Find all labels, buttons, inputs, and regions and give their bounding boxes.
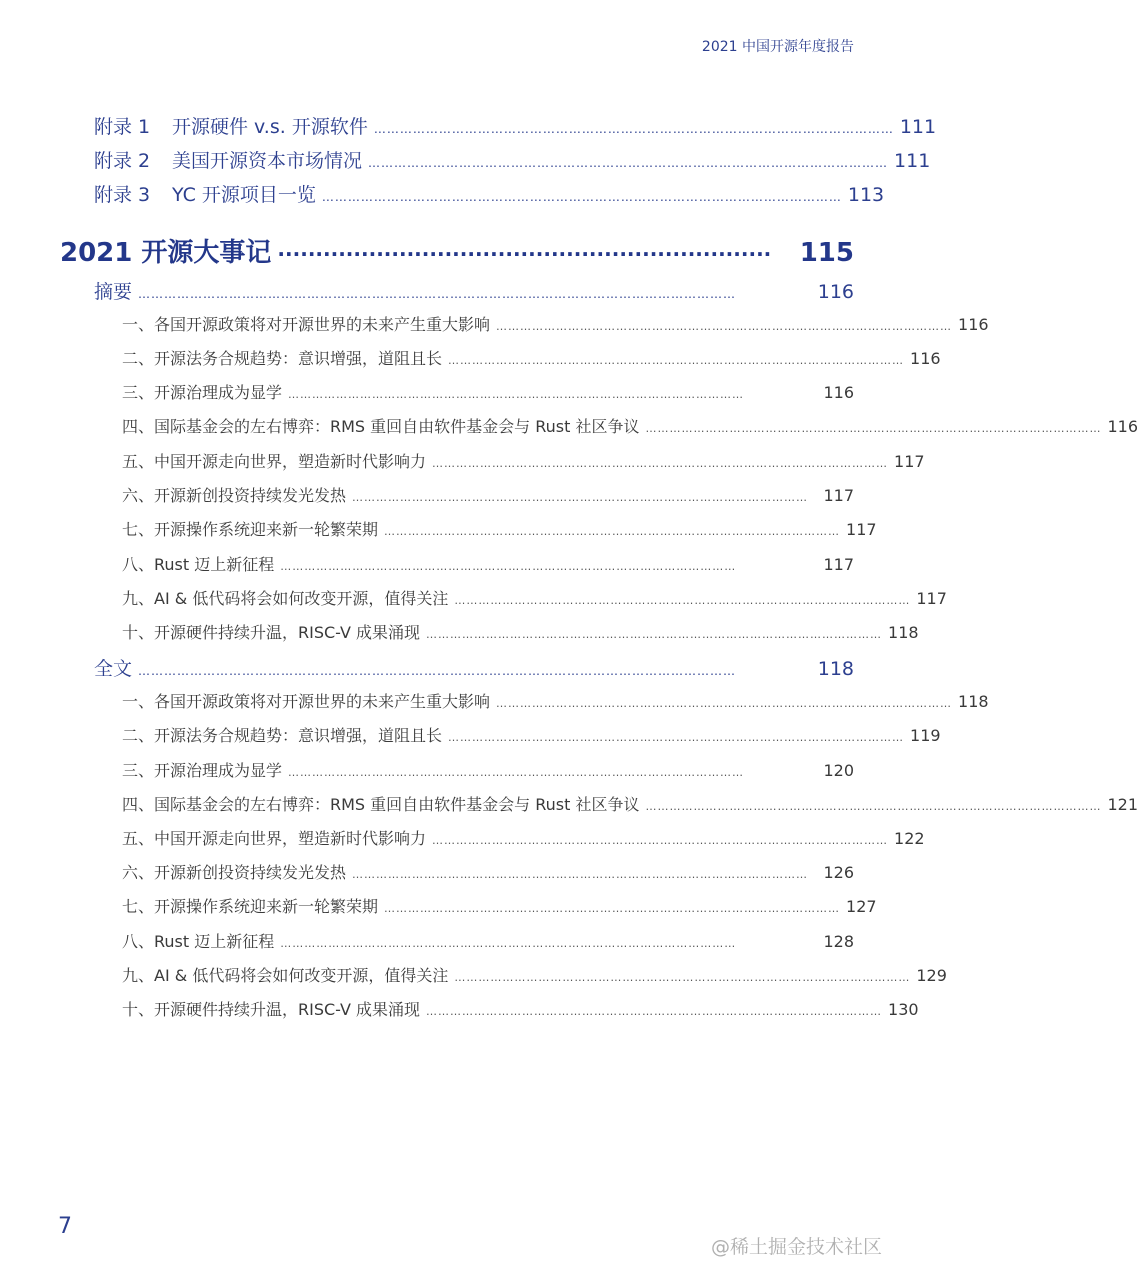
toc-item[interactable]: 三、开源治理成为显学 …………………………………………………………………………………………………… 120: [122, 761, 854, 780]
page-number: 7: [58, 1214, 72, 1239]
toc-item[interactable]: 二、开源法务合规趋势：意识增强，道阻且长 …………………………………………………………………………………………………… 116: [122, 349, 941, 368]
toc-item[interactable]: 二、开源法务合规趋势：意识增强，道阻且长 …………………………………………………………………………………………………… 119: [122, 726, 941, 745]
section-title: 摘要: [94, 281, 133, 303]
toc-item[interactable]: 六、开源新创投资持续发光发热 …………………………………………………………………………………………………… 126: [122, 863, 854, 882]
dot-leader: ·································································: [277, 242, 772, 266]
dot-leader: ……………………………………………………………………………………………………: [426, 628, 883, 641]
dot-leader: …………………………………………………………………………………………………………………………: [138, 664, 737, 678]
dot-leader: ……………………………………………………………………………………………………: [454, 971, 911, 984]
toc-item[interactable]: 八、Rust 迈上新征程 …………………………………………………………………………………………………… 128: [122, 932, 854, 951]
dot-leader: ……………………………………………………………………………………………………: [496, 697, 953, 710]
section-title: 全文: [94, 658, 133, 680]
dot-leader: ……………………………………………………………………………………………………: [288, 766, 745, 779]
dot-leader: …………………………………………………………………………………………………………: [373, 122, 894, 136]
appendix-number: 附录 3: [94, 184, 151, 206]
dot-leader: ……………………………………………………………………………………………………: [288, 388, 745, 401]
toc-item[interactable]: 一、各国开源政策将对开源世界的未来产生重大影响 …………………………………………………………………………………………………… 116: [122, 315, 989, 334]
toc-item[interactable]: 三、开源治理成为显学 …………………………………………………………………………………………………… 116: [122, 383, 854, 402]
toc-item[interactable]: 五、中国开源走向世界，塑造新时代影响力 …………………………………………………………………………………………………… 117: [122, 452, 925, 471]
dot-leader: ……………………………………………………………………………………………………: [496, 320, 953, 333]
toc-item[interactable]: 五、中国开源走向世界，塑造新时代影响力 …………………………………………………………………………………………………… 122: [122, 829, 925, 848]
dot-leader: ……………………………………………………………………………………………………: [280, 937, 737, 950]
dot-leader: …………………………………………………………………………………………………………: [368, 156, 889, 170]
appendix-title: YC 开源项目一览: [172, 184, 316, 206]
appendix-number: 附录 2: [94, 150, 151, 172]
dot-leader: ……………………………………………………………………………………………………: [448, 731, 905, 744]
dot-leader: ……………………………………………………………………………………………………: [280, 560, 737, 573]
toc-section-fulltext[interactable]: [94, 654, 854, 681]
toc-item[interactable]: 四、国际基金会的左右博弈：RMS 重回自由软件基金会与 Rust 社区争议 …………………………………………………………………………………………………… 116: [122, 417, 1138, 436]
page-ref: 111: [899, 116, 937, 138]
dot-leader: …………………………………………………………………………………………………………: [321, 190, 842, 204]
toc-item[interactable]: 十、开源硬件持续升温，RISC-V 成果涌现 …………………………………………………………………………………………………… 118: [122, 623, 919, 642]
page-ref: 111: [894, 150, 931, 172]
appendix-title: 开源硬件 v.s. 开源软件: [172, 116, 368, 138]
toc-item[interactable]: 九、AI & 低代码将会如何改变开源，值得关注 …………………………………………………………………………………………………… 117: [122, 589, 947, 608]
page-ref: 115: [799, 238, 854, 268]
toc-item[interactable]: 七、开源操作系统迎来新一轮繁荣期 …………………………………………………………………………………………………… 117: [122, 520, 877, 539]
watermark: @稀土掘金技术社区: [710, 1236, 882, 1258]
dot-leader: ……………………………………………………………………………………………………: [448, 354, 905, 367]
toc-section-summary[interactable]: [94, 277, 854, 304]
toc-item[interactable]: 一、各国开源政策将对开源世界的未来产生重大影响 …………………………………………………………………………………………………… 118: [122, 692, 989, 711]
appendix-number: 附录 1: [94, 116, 151, 138]
toc-appendix-2[interactable]: [94, 146, 931, 173]
toc-item[interactable]: 九、AI & 低代码将会如何改变开源，值得关注 …………………………………………………………………………………………………… 129: [122, 966, 947, 985]
dot-leader: ……………………………………………………………………………………………………: [645, 422, 1102, 435]
dot-leader: ……………………………………………………………………………………………………: [384, 525, 841, 538]
toc-item[interactable]: 十、开源硬件持续升温，RISC-V 成果涌现 …………………………………………………………………………………………………… 130: [122, 1000, 919, 1019]
dot-leader: ……………………………………………………………………………………………………: [645, 800, 1102, 813]
dot-leader: ……………………………………………………………………………………………………: [432, 457, 889, 470]
appendix-title: 美国开源资本市场情况: [172, 150, 363, 172]
toc-appendix-1[interactable]: [94, 112, 937, 139]
page-ref: 113: [847, 184, 885, 206]
dot-leader: ……………………………………………………………………………………………………: [432, 834, 889, 847]
dot-leader: ……………………………………………………………………………………………………: [352, 868, 809, 881]
dot-leader: ……………………………………………………………………………………………………: [426, 1005, 883, 1018]
page-header: 2021 中国开源年度报告: [701, 39, 854, 55]
dot-leader: ……………………………………………………………………………………………………: [352, 491, 809, 504]
dot-leader: ……………………………………………………………………………………………………: [454, 594, 911, 607]
major-title: 2021 开源大事记: [60, 238, 272, 268]
page-ref: 118: [817, 658, 854, 680]
toc-appendix-3[interactable]: [94, 180, 885, 207]
toc-item[interactable]: 八、Rust 迈上新征程 …………………………………………………………………………………………………… 117: [122, 555, 854, 574]
toc-item[interactable]: 六、开源新创投资持续发光发热 …………………………………………………………………………………………………… 117: [122, 486, 854, 505]
toc-major-heading[interactable]: [60, 232, 854, 269]
toc-item[interactable]: 四、国际基金会的左右博弈：RMS 重回自由软件基金会与 Rust 社区争议 …………………………………………………………………………………………………… 121: [122, 795, 1138, 814]
toc-item[interactable]: 七、开源操作系统迎来新一轮繁荣期 …………………………………………………………………………………………………… 127: [122, 897, 877, 916]
dot-leader: …………………………………………………………………………………………………………………………: [138, 287, 737, 301]
page-ref: 116: [817, 281, 854, 303]
dot-leader: ……………………………………………………………………………………………………: [384, 902, 841, 915]
